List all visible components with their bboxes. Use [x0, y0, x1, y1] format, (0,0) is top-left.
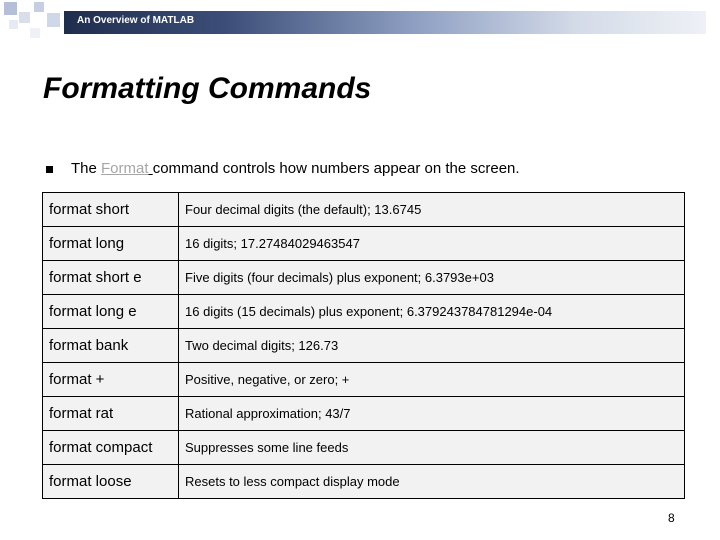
intro-text: [71, 160, 520, 177]
description-cell: Positive, negative, or zero; +: [179, 363, 685, 397]
header-square-2: [19, 12, 30, 23]
header-square-6: [30, 28, 40, 38]
table-row: [43, 295, 685, 329]
page-number: 8: [668, 511, 675, 525]
description-cell: 16 digits (15 decimals) plus exponent; 6.379243784781294e-04: [179, 295, 685, 329]
intro-rest: command controls how numbers appear on the screen.: [152, 160, 520, 177]
description-cell: Rational approximation; 43/7: [179, 397, 685, 431]
table-row: [43, 329, 685, 363]
description-cell: 16 digits; 17.27484029463547: [179, 227, 685, 261]
description-cell: Two decimal digits; 126.73: [179, 329, 685, 363]
table-row: [43, 465, 685, 499]
command-cell: format long: [43, 227, 179, 261]
description-cell: Resets to less compact display mode: [179, 465, 685, 499]
command-cell: format loose: [43, 465, 179, 499]
intro-lead: The: [71, 160, 102, 177]
slide-title: Formatting Commands: [43, 72, 372, 105]
table-row: [43, 431, 685, 465]
table-row: [43, 261, 685, 295]
description-cell: Suppresses some line feeds: [179, 431, 685, 465]
header-title: An Overview of MATLAB: [77, 15, 195, 26]
description-cell: Four decimal digits (the default); 13.6745: [179, 193, 685, 227]
header-square-4: [34, 2, 44, 12]
command-cell: format short: [43, 193, 179, 227]
command-cell: format compact: [43, 431, 179, 465]
command-cell: format long e: [43, 295, 179, 329]
header-square-5: [47, 13, 60, 27]
table-row: [43, 397, 685, 431]
format-commands-table: [42, 192, 685, 499]
table-row: [43, 193, 685, 227]
table-row: [43, 363, 685, 397]
bullet-square-icon: [46, 166, 53, 173]
command-cell: format short e: [43, 261, 179, 295]
format-link[interactable]: Format: [101, 160, 149, 177]
table-row: [43, 227, 685, 261]
description-cell: Five digits (four decimals) plus exponent; 6.3793e+03: [179, 261, 685, 295]
command-cell: format rat: [43, 397, 179, 431]
command-cell: format +: [43, 363, 179, 397]
header-square-1: [4, 2, 17, 15]
command-cell: format bank: [43, 329, 179, 363]
header-square-3: [9, 20, 18, 29]
